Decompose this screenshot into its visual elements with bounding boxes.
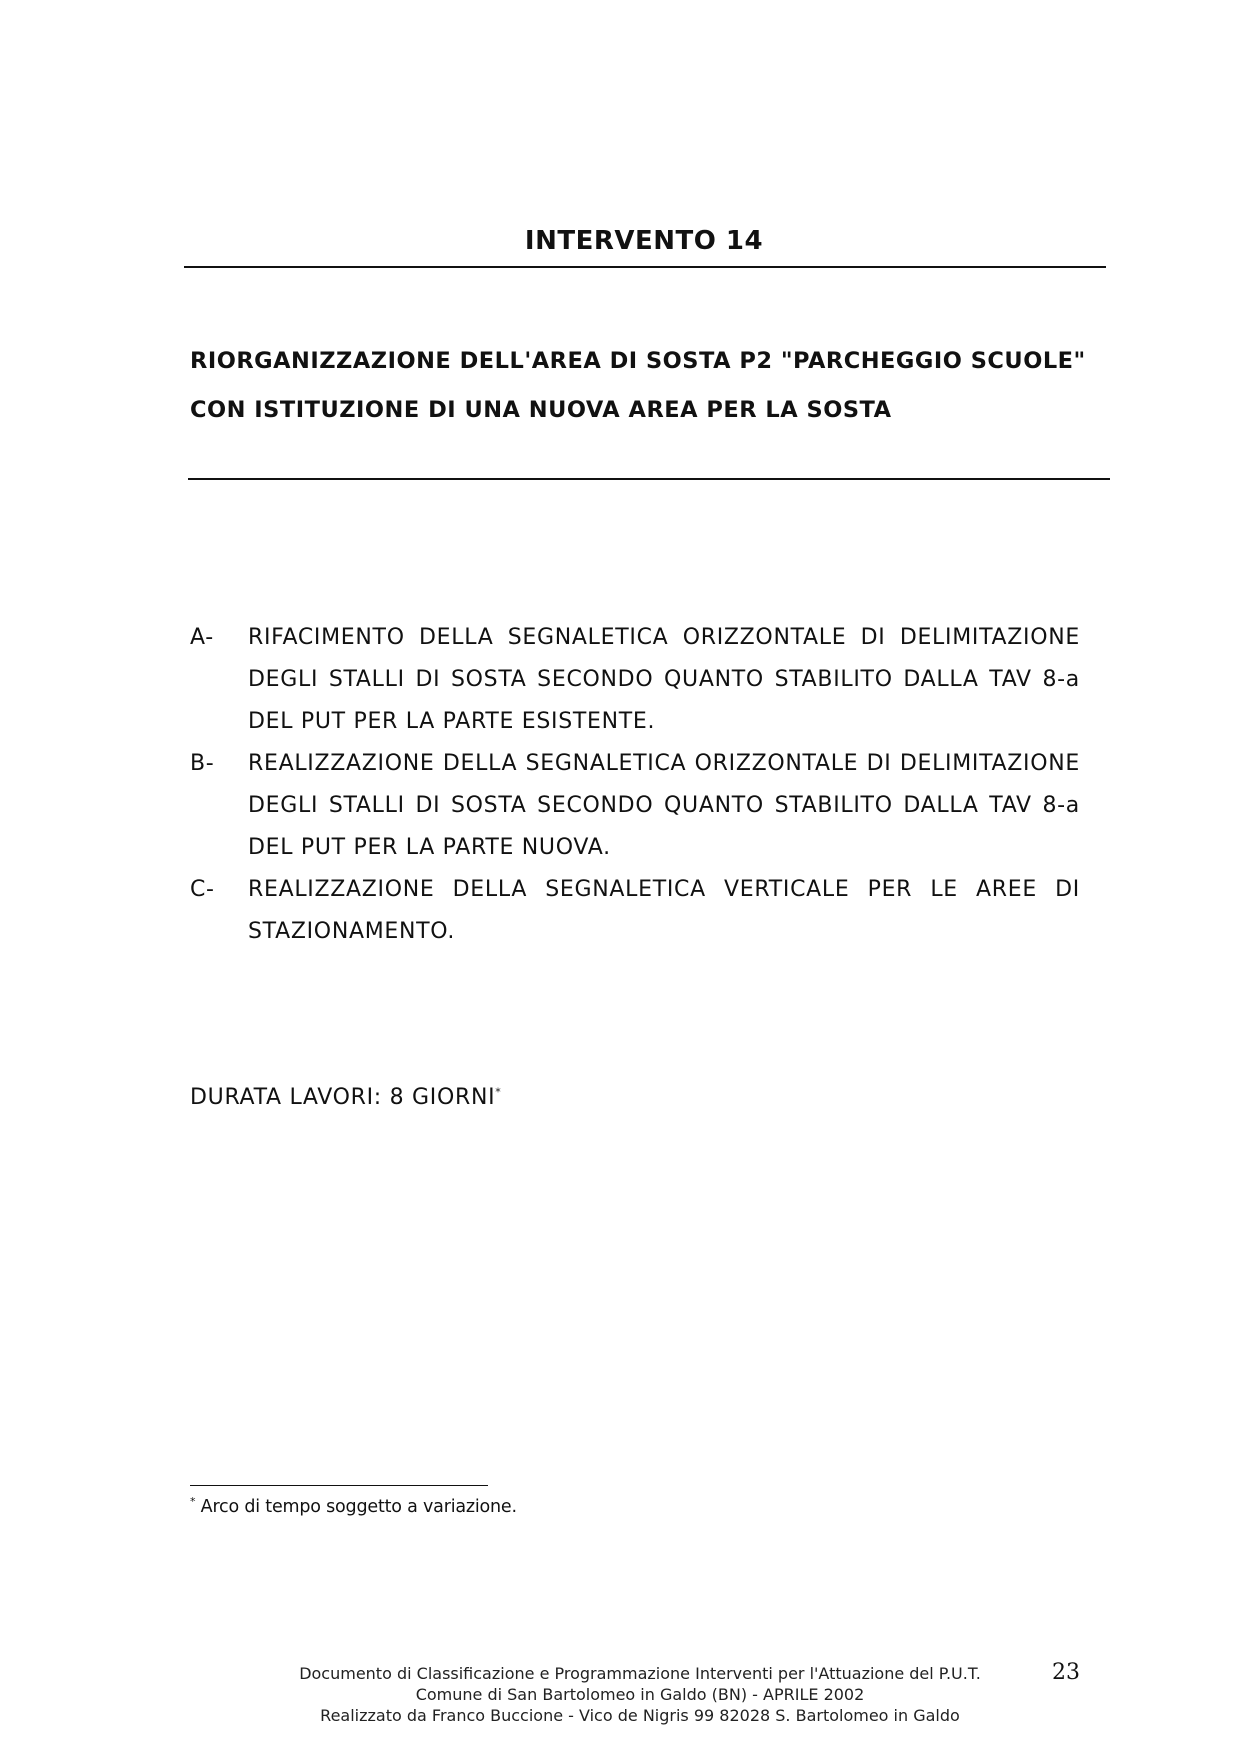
footer-line-1: Documento di Classificazione e Programmazione Interventi per l'Attuazione del P.U.T. [299,1664,981,1683]
list-item-text: REALIZZAZIONE DELLA SEGNALETICA ORIZZONTALE DI DELIMITAZIONE DEGLI STALLI DI SOSTA SECONDO QUANTO STABILITO DALLA TAV 8-a DEL PUT PER LA PARTE NUOVA. [248,751,1080,860]
list-item-letter: C- [190,877,215,902]
footnote-reference[interactable]: * [495,1085,502,1099]
list-item-letter: B- [190,751,215,776]
list-item-text: REALIZZAZIONE DELLA SEGNALETICA VERTICALE PER LE AREE DI STAZIONAMENTO. [248,877,1080,944]
section-divider [188,478,1110,480]
footer-line-2: Comune di San Bartolomeo in Galdo (BN) - APRILE 2002 [415,1685,865,1704]
footnote-marker: * [190,1495,196,1509]
work-duration-text: DURATA LAVORI: 8 GIORNI [190,1085,496,1110]
footnote-divider [190,1485,488,1486]
title-divider [184,266,1106,268]
footnote-text: Arco di tempo soggetto a variazione. [195,1497,517,1517]
list-item-text: RIFACIMENTO DELLA SEGNALETICA ORIZZONTALE DI DELIMITAZIONE DEGLI STALLI DI SOSTA SECONDO QUANTO STABILITO DALLA TAV 8-a DEL PUT PER LA PARTE ESISTENTE. [248,625,1080,734]
page-footer [250,1663,1030,1726]
list-item-a [190,617,1080,743]
work-duration [190,1085,502,1110]
subtitle-line-2: CON ISTITUZIONE DI UNA NUOVA AREA PER LA SOSTA [190,397,892,423]
page-title: INTERVENTO 14 [524,226,764,256]
page-number: 23 [1052,1660,1080,1685]
list-item-letter: A- [190,625,214,650]
list-item-c [190,869,1080,953]
footnote [190,1497,517,1517]
list-item-b [190,743,1080,869]
subtitle-line-1: RIORGANIZZAZIONE DELL'AREA DI SOSTA P2 "PARCHEGGIO SCUOLE" [190,348,1086,374]
footer-line-3: Realizzato da Franco Buccione - Vico de Nigris 99 82028 S. Bartolomeo in Galdo [320,1706,960,1725]
